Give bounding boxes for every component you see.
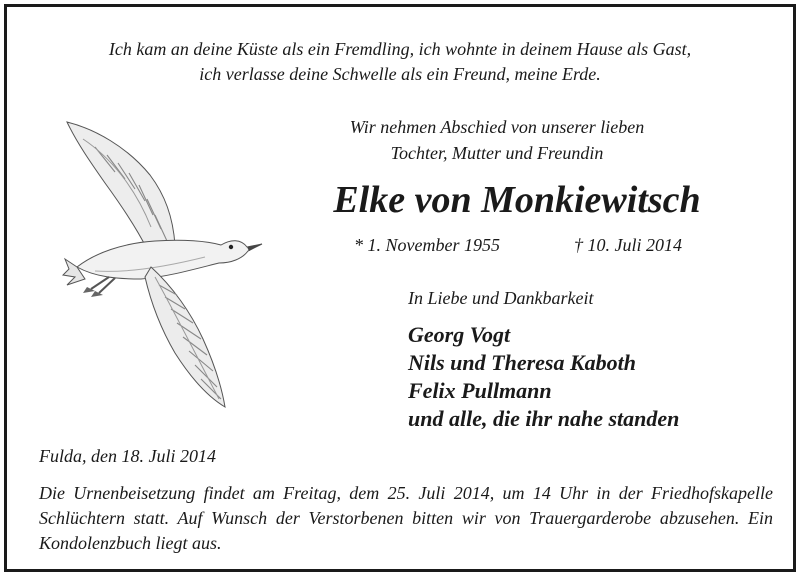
farewell-line-2: Tochter, Mutter und Freundin [390,143,604,163]
place-and-date: Fulda, den 18. Juli 2014 [39,446,216,466]
mourner-name: Georg Vogt [408,322,511,347]
funeral-notice: Die Urnenbeisetzung findet am Freitag, dem 25. Juli 2014, um 14 Uhr in der Friedhofskapelle Schlüchtern statt. Auf Wunsch der Verstorbenen bitten wir von Trauergarderobe abzusehen. Ein Kondolenzbuch liegt aus. [39,483,773,553]
mourner-name: und alle, die ihr nahe standen [408,406,680,431]
epigraph-line-2: ich verlasse deine Schwelle als ein Freund, meine Erde. [199,64,601,84]
epigraph-quote [7,37,793,87]
epigraph-line-1: Ich kam an deine Küste als ein Fremdling, ich wohnte in deinem Hause als Gast, [108,39,692,59]
farewell-line-1: Wir nehmen Abschied von unserer lieben [349,117,645,137]
obituary-card [4,4,796,572]
farewell-intro [297,114,697,166]
mourners-list [408,321,679,433]
gratitude-line: In Liebe und Dankbarkeit [408,288,594,308]
birth-date: * 1. November 1955 [354,235,500,255]
death-date: † 10. Juli 2014 [574,235,682,255]
mourner-name: Felix Pullmann [408,378,552,403]
deceased-name: Elke von Monkiewitsch [333,179,701,221]
mourner-name: Nils und Theresa Kaboth [408,350,636,375]
seagull-icon [55,117,270,412]
